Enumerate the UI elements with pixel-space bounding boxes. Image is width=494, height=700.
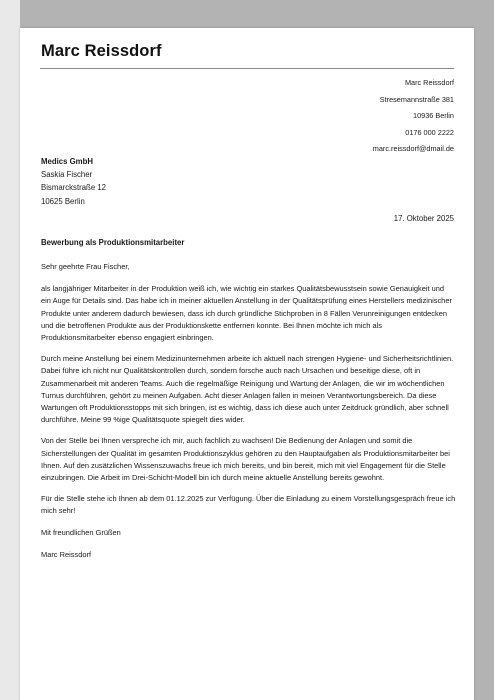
sender-email: marc.reissdorf@dmail.de (372, 144, 454, 153)
sender-address-block (373, 75, 454, 158)
letter-date: 17. Oktober 2025 (393, 214, 454, 223)
recipient-company: Medics GmbH (41, 157, 93, 166)
signature-name: Marc Reissdorf (41, 549, 92, 559)
letter-page (20, 28, 474, 700)
body-paragraph-4: Für die Stelle stehe ich Ihnen ab dem 01.12.2025 zur Verfügung. Über die Einladung zu einem Vorstellungsgespräch freue ich mich sehr! (41, 494, 456, 516)
recipient-city: 10625 Berlin (41, 196, 85, 206)
recipient-address-block (41, 155, 106, 208)
header-divider (40, 68, 454, 69)
applicant-name-heading: Marc Reissdorf (41, 42, 162, 60)
salutation: Sehr geehrte Frau Fischer, (41, 262, 130, 271)
left-background-strip (0, 0, 20, 700)
sender-city: 10936 Berlin (413, 111, 454, 120)
letter-body (41, 261, 456, 570)
sender-name: Marc Reissdorf (404, 78, 454, 87)
recipient-street: Bismarckstraße 12 (41, 183, 106, 193)
recipient-contact: Saskia Fischer (41, 170, 93, 180)
body-paragraph-3: Von der Stelle bei Ihnen verspreche ich mir, auch fachlich zu wachsen! Die Bedienung der Anlagen und somit die Sicherstellungen der Qualität im gesamten Produktionszyklus gehören zu den Hauptaufgaben als Produktionsmitarbeiter bei Ihnen. Auf den zusätzlichen Wissenszuwachs freue ich mich bereits, und bin bereit, mich mit viel Engagement für die Stelle einzubringen. Die Arbeit im Drei-Schicht-Modell bin ich durch meine aktuelle Anstellung bereits gewohnt. (41, 436, 450, 483)
sender-street: Stresemannstraße 381 (379, 94, 454, 104)
sender-phone: 0176 000 2222 (405, 127, 454, 137)
body-paragraph-1: als langjähriger Mitarbeiter in der Produktion weiß ich, wie wichtig ein starkes Qualitätsbewusstsein sowie Genauigkeit und ein Auge für Details sind. Das habe ich in meiner aktuellen Anstellung in der Qualitätsprüfung eines Herstellers medizinischer Produkte unter anderem dadurch bewiesen, dass ich durch gründliche Stichproben in 8 Fällen Verunreinigungen entdecken und die betroffenen Produkte aus der Produktionskette entfernen konnte. Bei Ihnen möchte ich mich als Produktionsmitarbeiter ebenso engagiert einbringen. (41, 284, 452, 343)
body-paragraph-2: Durch meine Anstellung bei einem Medizinunternehmen arbeite ich aktuell nach strengen Hygiene- und Sicherheitsrichtlinien. Dabei führe ich nicht nur Qualitätskontrollen durch, sondern forsche auch nach Ursachen und beseitige diese, oft in Zusammenarbeit mit anderen Teams. Auch die regelmäßige Reinigung und Wartung der Anlagen, die wir im wöchentlichen Turnus durchführen, gehört zu meinen Aufgaben. Acht dieser Anlagen fallen in meinen Verantwortungsbereich. Da diese Wartungen oft Produktionsstopps mit sich bringen, ist es wichtig, dass ich diese auch unter Zeitdruck gründlich, aber schnell durchführe. Meine 99 %ige Qualitätsquote spiegelt dies wider. (41, 354, 454, 425)
closing-phrase: Mit freundlichen Grüßen (41, 527, 121, 537)
letter-subject: Bewerbung als Produktionsmitarbeiter (41, 238, 185, 247)
